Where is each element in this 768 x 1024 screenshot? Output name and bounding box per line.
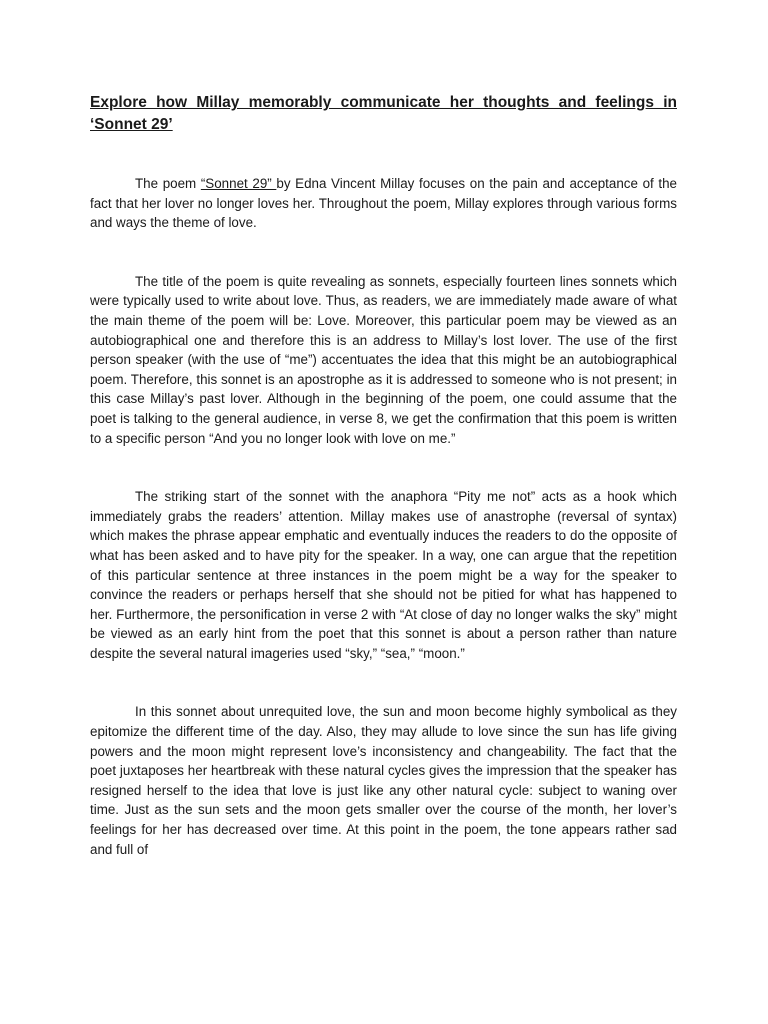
paragraph-intro-body: by Edna Vincent Millay focuses on the pain and acceptance of the fact that her lover no longer loves her. Throughout the poem, Millay explores through various forms and ways the theme of love.	[90, 176, 677, 231]
paragraph-intro-lead: The poem	[135, 176, 201, 191]
paragraph-intro	[90, 174, 677, 233]
paragraph-sun-moon-analysis: In this sonnet about unrequited love, the sun and moon become highly symbolical as they epitomize the different time of the day. Also, they may allude to love since the sun has life giving powers and the moon might represent love’s inconsistency and changeability. The fact that the poet juxtaposes her heartbreak with these natural cycles gives the impression that the speaker has resigned herself to the idea that love is just like any other natural cycle: subject to waning over time. Just as the sun sets and the moon gets smaller over the course of the month, her lover’s feelings for her has decreased over time. At this point in the poem, the tone appears rather sad and full of	[90, 704, 677, 857]
poem-title-link[interactable]: “Sonnet 29”	[200, 176, 277, 191]
paragraph-anaphora-analysis: The striking start of the sonnet with the anaphora “Pity me not” acts as a hook which immediately grabs the readers’ attention. Millay makes use of anastrophe (reversal of syntax) which makes the phrase appear emphatic and eventually induces the readers to do the opposite of what has been asked and to have pity for the speaker. In a way, one can argue that the repetition of this particular sentence at three instances in the poem might be a way for the speaker to convince the readers or perhaps herself that she should not be pitied for what has happened to her. Furthermore, the personification in verse 2 with “At close of day no longer walks the sky” might be viewed as an early hint from the poet that this sonnet is about a person rather than nature despite the several natural imageries used “sky,” “sea,” “moon.”	[90, 489, 677, 661]
document-title: Explore how Millay memorably communicate her thoughts and feelings in ‘Sonnet 29’	[90, 94, 677, 133]
document-page	[90, 92, 677, 859]
paragraph-title-analysis: The title of the poem is quite revealing as sonnets, especially fourteen lines sonnets which were typically used to write about love. Thus, as readers, we are immediately made aware of what the main theme of the poem will be: Love. Moreover, this particular poem may be viewed as an autobiographical one and therefore this is an address to Millay’s lost lover. The use of the first person speaker (with the use of “me”) accentuates the idea that this might be an autobiographical poem. Therefore, this sonnet is an apostrophe as it is addressed to someone who is not present; in this case Millay’s past lover. Although in the beginning of the poem, one could assume that the poet is talking to the general audience, in verse 8, we get the confirmation that this poem is written to a specific person “And you no longer look with love on me.”	[90, 273, 677, 446]
